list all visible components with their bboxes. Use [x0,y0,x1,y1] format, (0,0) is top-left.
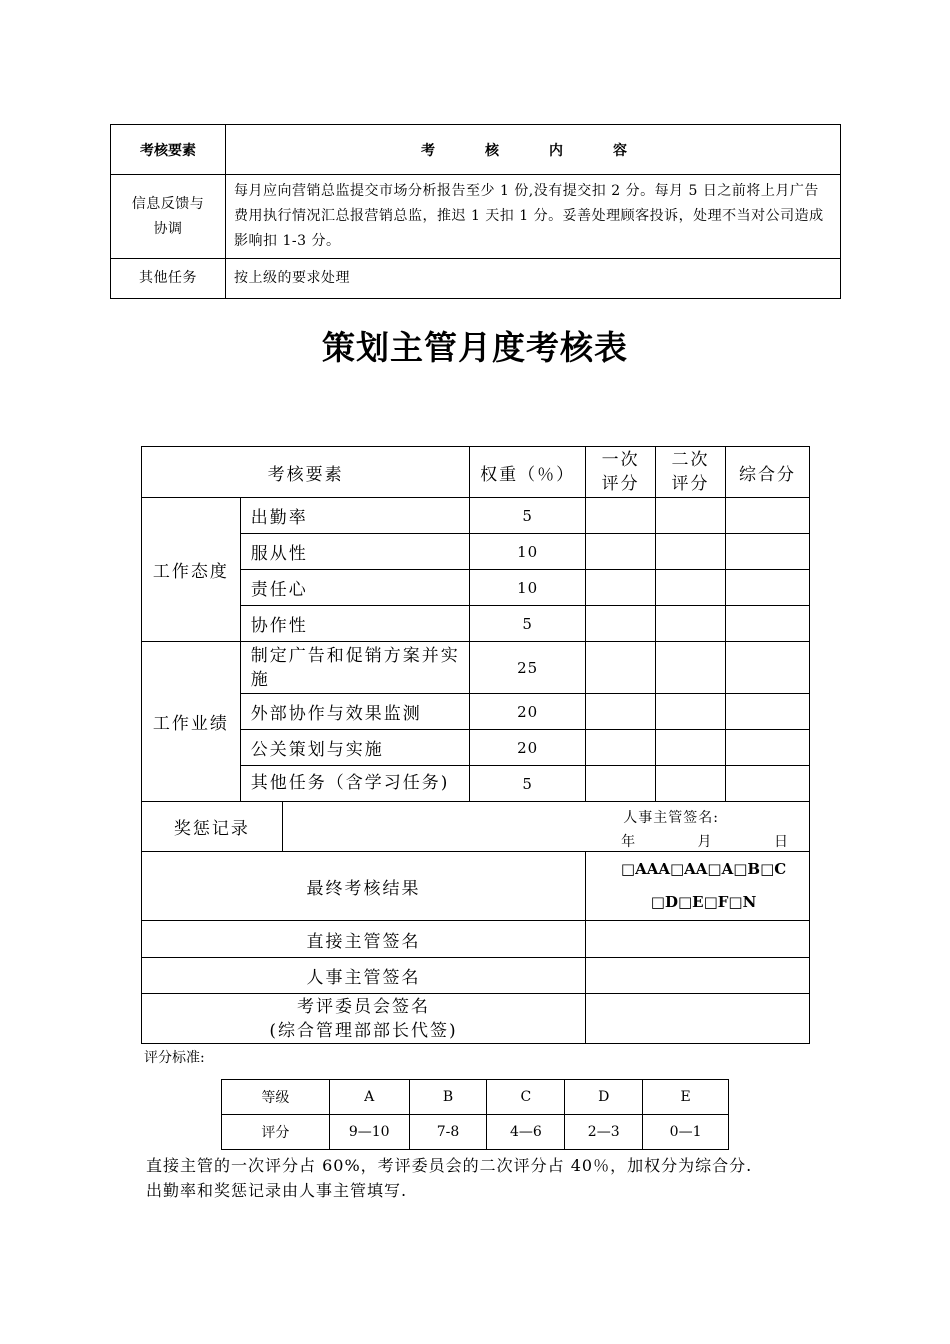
note-line: 出勤率和奖惩记录由人事主管填写. [146,1181,408,1200]
reward-sign-block [283,803,809,851]
grade-row-label: 等级 [222,1080,330,1115]
monthly-assessment-table [141,446,810,1044]
reward-label: 奖惩记录 [142,802,283,852]
first-score-cell[interactable] [586,766,656,802]
item-name: 服从性 [240,534,469,570]
second-score-cell[interactable] [656,498,726,534]
grade-cell: B [409,1080,487,1115]
first-score-cell[interactable] [586,498,656,534]
header-weight: 权重（％） [470,447,586,498]
second-score-cell[interactable] [656,766,726,802]
total-score-cell[interactable] [726,498,810,534]
final-result-label: 最终考核结果 [142,852,586,921]
factor-text: 信息反馈与协调 [131,195,205,237]
score-cell: 4—6 [487,1115,565,1150]
item-name: 其他任务（含学习任务) [240,766,469,802]
second-score-cell[interactable] [656,534,726,570]
second-score-cell[interactable] [656,606,726,642]
total-score-cell[interactable] [726,606,810,642]
top-assessment-table [110,124,841,299]
committee-sign-line1: 考评委员会签名 [297,996,431,1017]
final-options-line2[interactable]: □D□E□F□N [650,893,757,911]
score-cell: 0—1 [643,1115,729,1150]
score-cell: 9—10 [329,1115,409,1150]
item-name: 外部协作与效果监测 [240,694,469,730]
item-name: 公关策划与实施 [240,730,469,766]
header-first-score: 一次评分 [586,447,656,498]
header-factor: 考核要素 [142,447,470,498]
item-weight: 20 [470,694,586,730]
header-total-score: 综合分 [726,447,810,498]
total-score-cell[interactable] [726,730,810,766]
second-score-cell[interactable] [656,694,726,730]
item-weight: 5 [470,606,586,642]
total-score-cell[interactable] [726,534,810,570]
second-score-cell[interactable] [656,730,726,766]
score-cell: 2—3 [565,1115,643,1150]
total-score-cell[interactable] [726,642,810,694]
day-label: 日 [774,833,789,850]
first-score-cell[interactable] [586,570,656,606]
grade-cell: E [643,1080,729,1115]
item-name: 制定广告和促销方案并实施 [240,642,469,694]
item-name: 责任心 [240,570,469,606]
grade-cell: C [487,1080,565,1115]
group-attitude: 工作态度 [142,498,241,642]
committee-sign-label [142,994,586,1044]
first-score-cell[interactable] [586,694,656,730]
total-score-cell[interactable] [726,766,810,802]
committee-sign-cell[interactable] [586,994,810,1044]
hr-sign-label-row: 人事主管签名 [142,958,586,994]
total-score-cell[interactable] [726,694,810,730]
item-weight: 5 [470,766,586,802]
item-weight: 10 [470,534,586,570]
item-weight: 25 [470,642,586,694]
header-factor: 考核要素 [111,125,226,175]
committee-sign-line2: (综合管理部部长代签) [269,1020,458,1041]
header-content: 考 核 内 容 [226,125,841,175]
first-score-cell[interactable] [586,606,656,642]
item-name: 出勤率 [240,498,469,534]
page-title: 策划主管月度考核表 [322,328,628,367]
item-weight: 20 [470,730,586,766]
scoring-criteria-table [221,1079,729,1150]
first-score-cell[interactable] [586,642,656,694]
date-labels [621,831,789,851]
grade-cell: D [565,1080,643,1115]
direct-sign-label: 直接主管签名 [142,921,586,958]
score-cell: 7-8 [409,1115,487,1150]
first-score-cell[interactable] [586,534,656,570]
score-row-label: 评分 [222,1115,330,1150]
notes [146,1153,752,1203]
item-weight: 10 [470,570,586,606]
reward-record-cell[interactable] [282,802,809,852]
month-label: 月 [697,833,713,850]
final-options-line1[interactable]: □AAA□AA□A□B□C [620,860,787,878]
hr-sign-label: 人事主管签名: [623,809,719,826]
header-second-score: 二次评分 [656,447,726,498]
grade-cell: A [329,1080,409,1115]
row-content-other: 按上级的要求处理 [226,259,841,299]
final-result-options[interactable] [586,852,810,921]
direct-sign-cell[interactable] [586,921,810,958]
hr-sign-cell[interactable] [586,958,810,994]
row-factor-other: 其他任务 [111,259,226,299]
item-name: 协作性 [240,606,469,642]
row-content-info: 每月应向营销总监提交市场分析报告至少 1 份,没有提交扣 2 分。每月 5 日之前将上月广告费用执行情况汇总报营销总监，推迟 1 天扣 1 分。妥善处理顾客投诉，处理不当对公司造成影响扣 1-3 分。 [226,175,841,259]
first-score-cell[interactable] [586,730,656,766]
item-weight: 5 [470,498,586,534]
total-score-cell[interactable] [726,570,810,606]
criteria-label: 评分标准: [144,1050,205,1066]
group-performance: 工作业绩 [142,642,241,802]
second-score-cell[interactable] [656,642,726,694]
note-line: 直接主管的一次评分占 60%，考评委员会的二次评分占 40％，加权分为综合分. [146,1156,753,1175]
second-score-cell[interactable] [656,570,726,606]
row-factor-info [111,175,226,259]
year-label: 年 [621,833,637,850]
